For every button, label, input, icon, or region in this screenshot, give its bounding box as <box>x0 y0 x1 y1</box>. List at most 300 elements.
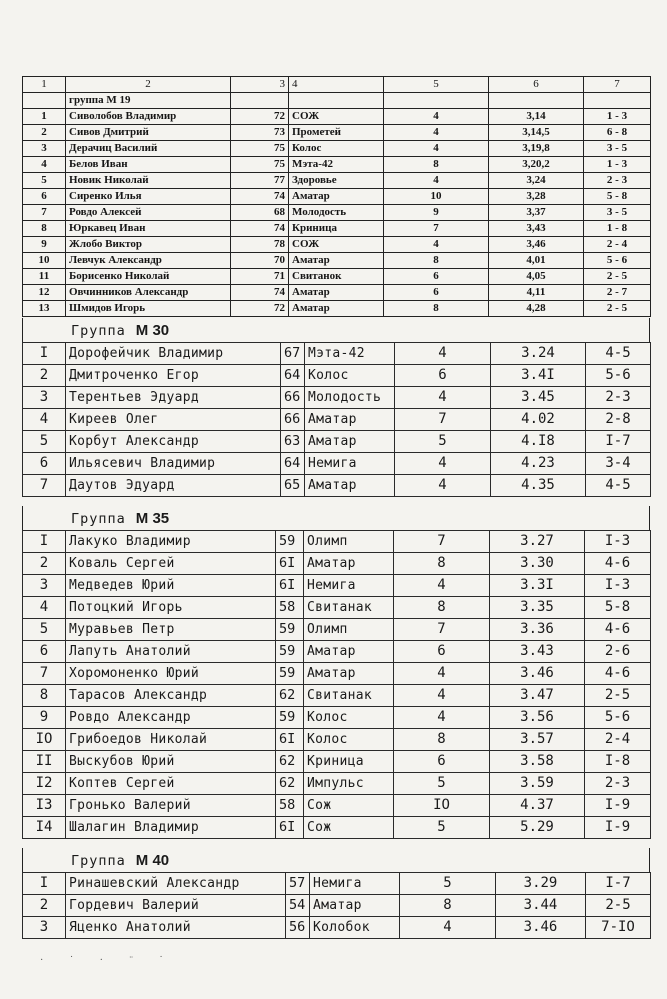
col-7-value: 2-3 <box>586 387 651 409</box>
table-row <box>23 795 651 817</box>
birth-year: 58 <box>276 795 304 817</box>
col-7-value: 5 - 8 <box>584 189 651 205</box>
birth-year: 62 <box>276 773 304 795</box>
club-name: Колос <box>304 707 394 729</box>
result-time: 3,24 <box>489 173 584 189</box>
col-7-value: 2-4 <box>585 729 651 751</box>
row-number: I3 <box>23 795 66 817</box>
table-row <box>23 387 651 409</box>
col-7-value: 6 - 8 <box>584 125 651 141</box>
table-row <box>23 125 651 141</box>
table-row <box>23 641 651 663</box>
athlete-name: Терентьев Эдуард <box>66 387 281 409</box>
table-row <box>23 895 651 917</box>
club-name: Немига <box>310 873 400 895</box>
club-name: Олимп <box>304 531 394 553</box>
athlete-name: Медведев Юрий <box>66 575 276 597</box>
row-number: I2 <box>23 773 66 795</box>
result-time: 3.46 <box>496 917 586 939</box>
results-table-m19 <box>22 76 651 317</box>
table-row <box>23 917 651 939</box>
table-row <box>23 109 651 125</box>
table-row <box>23 205 651 221</box>
table-row <box>23 553 651 575</box>
birth-year: 59 <box>276 641 304 663</box>
club-name: Сож <box>304 817 394 839</box>
result-time: 3.46 <box>490 663 585 685</box>
athlete-name: Выскубов Юрий <box>66 751 276 773</box>
result-time: 3,37 <box>489 205 584 221</box>
row-number: 3 <box>23 141 66 157</box>
birth-year: 54 <box>286 895 310 917</box>
row-number: I <box>23 873 66 895</box>
birth-year: 6I <box>276 575 304 597</box>
club-name: Прометей <box>289 125 384 141</box>
result-time: 3.27 <box>490 531 585 553</box>
row-number: II <box>23 751 66 773</box>
athlete-name: Даутов Эдуард <box>66 475 281 497</box>
birth-year: 74 <box>231 221 289 237</box>
birth-year: 77 <box>231 173 289 189</box>
athlete-name: Борисенко Николай <box>66 269 231 285</box>
club-name: Молодость <box>305 387 395 409</box>
club-name: Здоровье <box>289 173 384 189</box>
row-number: 4 <box>23 597 66 619</box>
col-7-value: 7-IO <box>586 917 651 939</box>
col-5-value: 8 <box>394 597 490 619</box>
result-time: 4.35 <box>491 475 586 497</box>
result-time: 3.30 <box>490 553 585 575</box>
group-title: группа М 19 <box>66 93 231 109</box>
birth-year: 65 <box>281 475 305 497</box>
table-row <box>23 365 651 387</box>
col-5-value: 8 <box>384 253 489 269</box>
table-row <box>23 431 651 453</box>
birth-year: 6I <box>276 729 304 751</box>
bleed-through-text <box>60 40 660 70</box>
col-7-value: 5-8 <box>585 597 651 619</box>
result-time: 5.29 <box>490 817 585 839</box>
col-7-value: I-7 <box>586 431 651 453</box>
col-7-value: 4-6 <box>585 553 651 575</box>
col-5-value: 10 <box>384 189 489 205</box>
result-time: 3.44 <box>496 895 586 917</box>
result-time: 4.37 <box>490 795 585 817</box>
club-name: Немига <box>304 575 394 597</box>
group-m40 <box>22 848 650 939</box>
athlete-name: Дерачиц Василий <box>66 141 231 157</box>
birth-year: 56 <box>286 917 310 939</box>
table-row <box>23 619 651 641</box>
result-time: 3,19,8 <box>489 141 584 157</box>
col-5-value: 7 <box>394 619 490 641</box>
birth-year: 72 <box>231 109 289 125</box>
col-7-value: 2-5 <box>585 685 651 707</box>
result-time: 3,20,2 <box>489 157 584 173</box>
col-7-value: 4-6 <box>585 663 651 685</box>
club-name: Немига <box>305 453 395 475</box>
birth-year: 64 <box>281 365 305 387</box>
athlete-name: Новик Николай <box>66 173 231 189</box>
club-name: СОЖ <box>289 237 384 253</box>
athlete-name: Хоромоненко Юрий <box>66 663 276 685</box>
row-number: 6 <box>23 641 66 663</box>
col-5-value: 4 <box>395 453 491 475</box>
row-number: 5 <box>23 619 66 641</box>
row-number: I <box>23 343 66 365</box>
table-row <box>23 729 651 751</box>
birth-year: 58 <box>276 597 304 619</box>
col-7-value: 2 - 5 <box>584 301 651 317</box>
header-col-5: 5 <box>384 77 489 93</box>
col-5-value: 8 <box>384 157 489 173</box>
result-time: 4.I8 <box>491 431 586 453</box>
birth-year: 74 <box>231 189 289 205</box>
col-5-value: 4 <box>384 125 489 141</box>
club-name: Свитанак <box>304 685 394 707</box>
birth-year: 64 <box>281 453 305 475</box>
col-5-value: 6 <box>394 641 490 663</box>
group-m35 <box>22 506 650 839</box>
athlete-name: Потоцкий Игорь <box>66 597 276 619</box>
club-name: Аматар <box>304 663 394 685</box>
birth-year: 66 <box>281 409 305 431</box>
row-number: 4 <box>23 409 66 431</box>
col-5-value: 8 <box>400 895 496 917</box>
table-row <box>23 751 651 773</box>
row-number: 2 <box>23 895 66 917</box>
table-row <box>23 221 651 237</box>
result-time: 3.57 <box>490 729 585 751</box>
results-table-m30 <box>22 342 651 497</box>
result-time: 3,43 <box>489 221 584 237</box>
row-number: 3 <box>23 575 66 597</box>
col-5-value: 4 <box>384 109 489 125</box>
col-5-value: 5 <box>400 873 496 895</box>
col-5-value: 8 <box>384 301 489 317</box>
col-7-value: I-7 <box>586 873 651 895</box>
athlete-name: Муравьев Петр <box>66 619 276 641</box>
col-5-value: 9 <box>384 205 489 221</box>
athlete-name: Дорофейчик Владимир <box>66 343 281 365</box>
row-number: I4 <box>23 817 66 839</box>
table-row <box>23 475 651 497</box>
birth-year: 62 <box>276 751 304 773</box>
result-time: 3.45 <box>491 387 586 409</box>
club-name: Аматар <box>289 189 384 205</box>
col-7-value: 2-6 <box>585 641 651 663</box>
col-7-value: 5 - 6 <box>584 253 651 269</box>
results-table-m40 <box>22 872 651 939</box>
birth-year: 59 <box>276 619 304 641</box>
col-5-value: IO <box>394 795 490 817</box>
row-number: 4 <box>23 157 66 173</box>
col-7-value: I-8 <box>585 751 651 773</box>
col-7-value: I-3 <box>585 575 651 597</box>
table-row <box>23 173 651 189</box>
table-row <box>23 253 651 269</box>
header-col-2: 2 <box>66 77 231 93</box>
col-5-value: 6 <box>395 365 491 387</box>
table-row <box>23 707 651 729</box>
col-5-value: 5 <box>395 431 491 453</box>
athlete-name: Киреев Олег <box>66 409 281 431</box>
row-number: 13 <box>23 301 66 317</box>
col-7-value: I-9 <box>585 795 651 817</box>
row-number: 8 <box>23 685 66 707</box>
col-7-value: 5-6 <box>586 365 651 387</box>
header-col-7: 7 <box>584 77 651 93</box>
table-row <box>23 685 651 707</box>
col-5-value: 8 <box>394 729 490 751</box>
group-title: Группа М 35 <box>22 506 650 530</box>
result-time: 3.36 <box>490 619 585 641</box>
result-time: 3.3I <box>490 575 585 597</box>
table-row <box>23 409 651 431</box>
row-number: 1 <box>23 109 66 125</box>
club-name: Криница <box>289 221 384 237</box>
col-5-value: 6 <box>394 751 490 773</box>
col-5-value: 4 <box>384 141 489 157</box>
table-row <box>23 189 651 205</box>
m19-rows <box>23 109 651 317</box>
col-5-value: 7 <box>395 409 491 431</box>
col-5-value: 4 <box>394 707 490 729</box>
result-time: 4,05 <box>489 269 584 285</box>
col-5-value: 4 <box>400 917 496 939</box>
row-number: 2 <box>23 125 66 141</box>
birth-year: 57 <box>286 873 310 895</box>
result-time: 4,01 <box>489 253 584 269</box>
birth-year: 67 <box>281 343 305 365</box>
club-name: Аматар <box>289 301 384 317</box>
header-col-1: 1 <box>23 77 66 93</box>
table-row <box>23 269 651 285</box>
col-5-value: 4 <box>384 173 489 189</box>
athlete-name: Лапуть Анатолий <box>66 641 276 663</box>
table-row <box>23 663 651 685</box>
col-7-value: 2 - 5 <box>584 269 651 285</box>
birth-year: 59 <box>276 663 304 685</box>
athlete-name: Лакуко Владимир <box>66 531 276 553</box>
col-7-value: I-9 <box>585 817 651 839</box>
group-title: Группа М 40 <box>22 848 650 872</box>
club-name: Аматар <box>305 409 395 431</box>
result-time: 4.02 <box>491 409 586 431</box>
result-time: 3.43 <box>490 641 585 663</box>
table-row <box>23 343 651 365</box>
row-number: 7 <box>23 205 66 221</box>
col-5-value: 4 <box>394 663 490 685</box>
col-5-value: 4 <box>394 575 490 597</box>
athlete-name: Сиволобов Владимир <box>66 109 231 125</box>
athlete-name: Шмидов Игорь <box>66 301 231 317</box>
birth-year: 70 <box>231 253 289 269</box>
athlete-name: Яценко Анатолий <box>66 917 286 939</box>
col-5-value: 6 <box>384 285 489 301</box>
athlete-name: Овчинников Александр <box>66 285 231 301</box>
club-name: Колобок <box>310 917 400 939</box>
table-row <box>23 141 651 157</box>
row-number: 6 <box>23 453 66 475</box>
birth-year: 66 <box>281 387 305 409</box>
column-header-row <box>23 77 651 93</box>
col-7-value: 2 - 4 <box>584 237 651 253</box>
result-time: 4,28 <box>489 301 584 317</box>
row-number: 9 <box>23 237 66 253</box>
col-7-value: 2 - 7 <box>584 285 651 301</box>
col-7-value: 1 - 3 <box>584 109 651 125</box>
club-name: Импульс <box>304 773 394 795</box>
row-number: 12 <box>23 285 66 301</box>
club-name: Криница <box>304 751 394 773</box>
result-time: 3.29 <box>496 873 586 895</box>
table-row <box>23 285 651 301</box>
result-time: 3.58 <box>490 751 585 773</box>
birth-year: 75 <box>231 157 289 173</box>
table-row <box>23 237 651 253</box>
result-time: 3.24 <box>491 343 586 365</box>
row-number: 6 <box>23 189 66 205</box>
row-number: 2 <box>23 365 66 387</box>
athlete-name: Белов Иван <box>66 157 231 173</box>
group-title-row <box>23 93 651 109</box>
athlete-name: Шалагин Владимир <box>66 817 276 839</box>
athlete-name: Дмитроченко Егор <box>66 365 281 387</box>
club-name: Аматар <box>304 553 394 575</box>
athlete-name: Ровдо Александр <box>66 707 276 729</box>
scan-specks: · ˙ · ¨ ˙ <box>40 955 175 966</box>
club-name: СОЖ <box>289 109 384 125</box>
result-time: 3,28 <box>489 189 584 205</box>
club-name: Мэта-42 <box>289 157 384 173</box>
group-title: Группа М 30 <box>22 318 650 342</box>
result-time: 3.35 <box>490 597 585 619</box>
col-7-value: 3 - 5 <box>584 141 651 157</box>
club-name: Мэта-42 <box>305 343 395 365</box>
table-row <box>23 531 651 553</box>
col-7-value: I-3 <box>585 531 651 553</box>
col-7-value: 4-5 <box>586 343 651 365</box>
result-time: 3,14,5 <box>489 125 584 141</box>
group-m30 <box>22 318 650 497</box>
row-number: 2 <box>23 553 66 575</box>
athlete-name: Гордевич Валерий <box>66 895 286 917</box>
birth-year: 75 <box>231 141 289 157</box>
club-name: Аматар <box>310 895 400 917</box>
athlete-name: Грибоедов Николай <box>66 729 276 751</box>
athlete-name: Ринашевский Александр <box>66 873 286 895</box>
row-number: IO <box>23 729 66 751</box>
col-7-value: 3 - 5 <box>584 205 651 221</box>
col-7-value: 2-8 <box>586 409 651 431</box>
row-number: I <box>23 531 66 553</box>
birth-year: 78 <box>231 237 289 253</box>
birth-year: 73 <box>231 125 289 141</box>
table-row <box>23 817 651 839</box>
athlete-name: Коваль Сергей <box>66 553 276 575</box>
row-number: 11 <box>23 269 66 285</box>
row-number: 7 <box>23 663 66 685</box>
club-name: Аматар <box>305 431 395 453</box>
birth-year: 72 <box>231 301 289 317</box>
result-time: 3.4I <box>491 365 586 387</box>
athlete-name: Сиренко Илья <box>66 189 231 205</box>
birth-year: 59 <box>276 707 304 729</box>
row-number: 7 <box>23 475 66 497</box>
table-row <box>23 301 651 317</box>
header-col-4: 4 <box>289 77 384 93</box>
table-row <box>23 773 651 795</box>
header-col-6: 6 <box>489 77 584 93</box>
athlete-name: Жлобо Виктор <box>66 237 231 253</box>
club-name: Колос <box>304 729 394 751</box>
row-number: 3 <box>23 917 66 939</box>
athlete-name: Ильясевич Владимир <box>66 453 281 475</box>
athlete-name: Корбут Александр <box>66 431 281 453</box>
row-number: 9 <box>23 707 66 729</box>
athlete-name: Юркавец Иван <box>66 221 231 237</box>
col-5-value: 4 <box>384 237 489 253</box>
club-name: Свитанак <box>304 597 394 619</box>
club-name: Колос <box>305 365 395 387</box>
birth-year: 68 <box>231 205 289 221</box>
club-name: Сож <box>304 795 394 817</box>
club-name: Колос <box>289 141 384 157</box>
result-time: 3.59 <box>490 773 585 795</box>
col-5-value: 5 <box>394 817 490 839</box>
col-5-value: 5 <box>394 773 490 795</box>
result-time: 3.56 <box>490 707 585 729</box>
club-name: Аматар <box>289 285 384 301</box>
table-row <box>23 873 651 895</box>
athlete-name: Коптев Сергей <box>66 773 276 795</box>
club-name: Аматар <box>305 475 395 497</box>
table-row <box>23 597 651 619</box>
header-col-3: 3 <box>231 77 289 93</box>
results-table-m35 <box>22 530 651 839</box>
col-7-value: 4-5 <box>586 475 651 497</box>
result-time: 3,14 <box>489 109 584 125</box>
col-5-value: 4 <box>394 685 490 707</box>
col-7-value: 1 - 3 <box>584 157 651 173</box>
row-number: 5 <box>23 431 66 453</box>
athlete-name: Гронько Валерий <box>66 795 276 817</box>
col-7-value: 2-5 <box>586 895 651 917</box>
col-5-value: 4 <box>395 475 491 497</box>
row-number: 5 <box>23 173 66 189</box>
col-7-value: 2-3 <box>585 773 651 795</box>
table-row <box>23 453 651 475</box>
col-5-value: 7 <box>394 531 490 553</box>
birth-year: 63 <box>281 431 305 453</box>
result-time: 4.23 <box>491 453 586 475</box>
col-5-value: 7 <box>384 221 489 237</box>
col-5-value: 8 <box>394 553 490 575</box>
col-7-value: 4-6 <box>585 619 651 641</box>
col-7-value: 3-4 <box>586 453 651 475</box>
result-time: 3.47 <box>490 685 585 707</box>
result-time: 4,11 <box>489 285 584 301</box>
birth-year: 62 <box>276 685 304 707</box>
birth-year: 74 <box>231 285 289 301</box>
col-7-value: 1 - 8 <box>584 221 651 237</box>
club-name: Олимп <box>304 619 394 641</box>
athlete-name: Сивов Дмитрий <box>66 125 231 141</box>
col-5-value: 6 <box>384 269 489 285</box>
result-time: 3,46 <box>489 237 584 253</box>
club-name: Свитанок <box>289 269 384 285</box>
